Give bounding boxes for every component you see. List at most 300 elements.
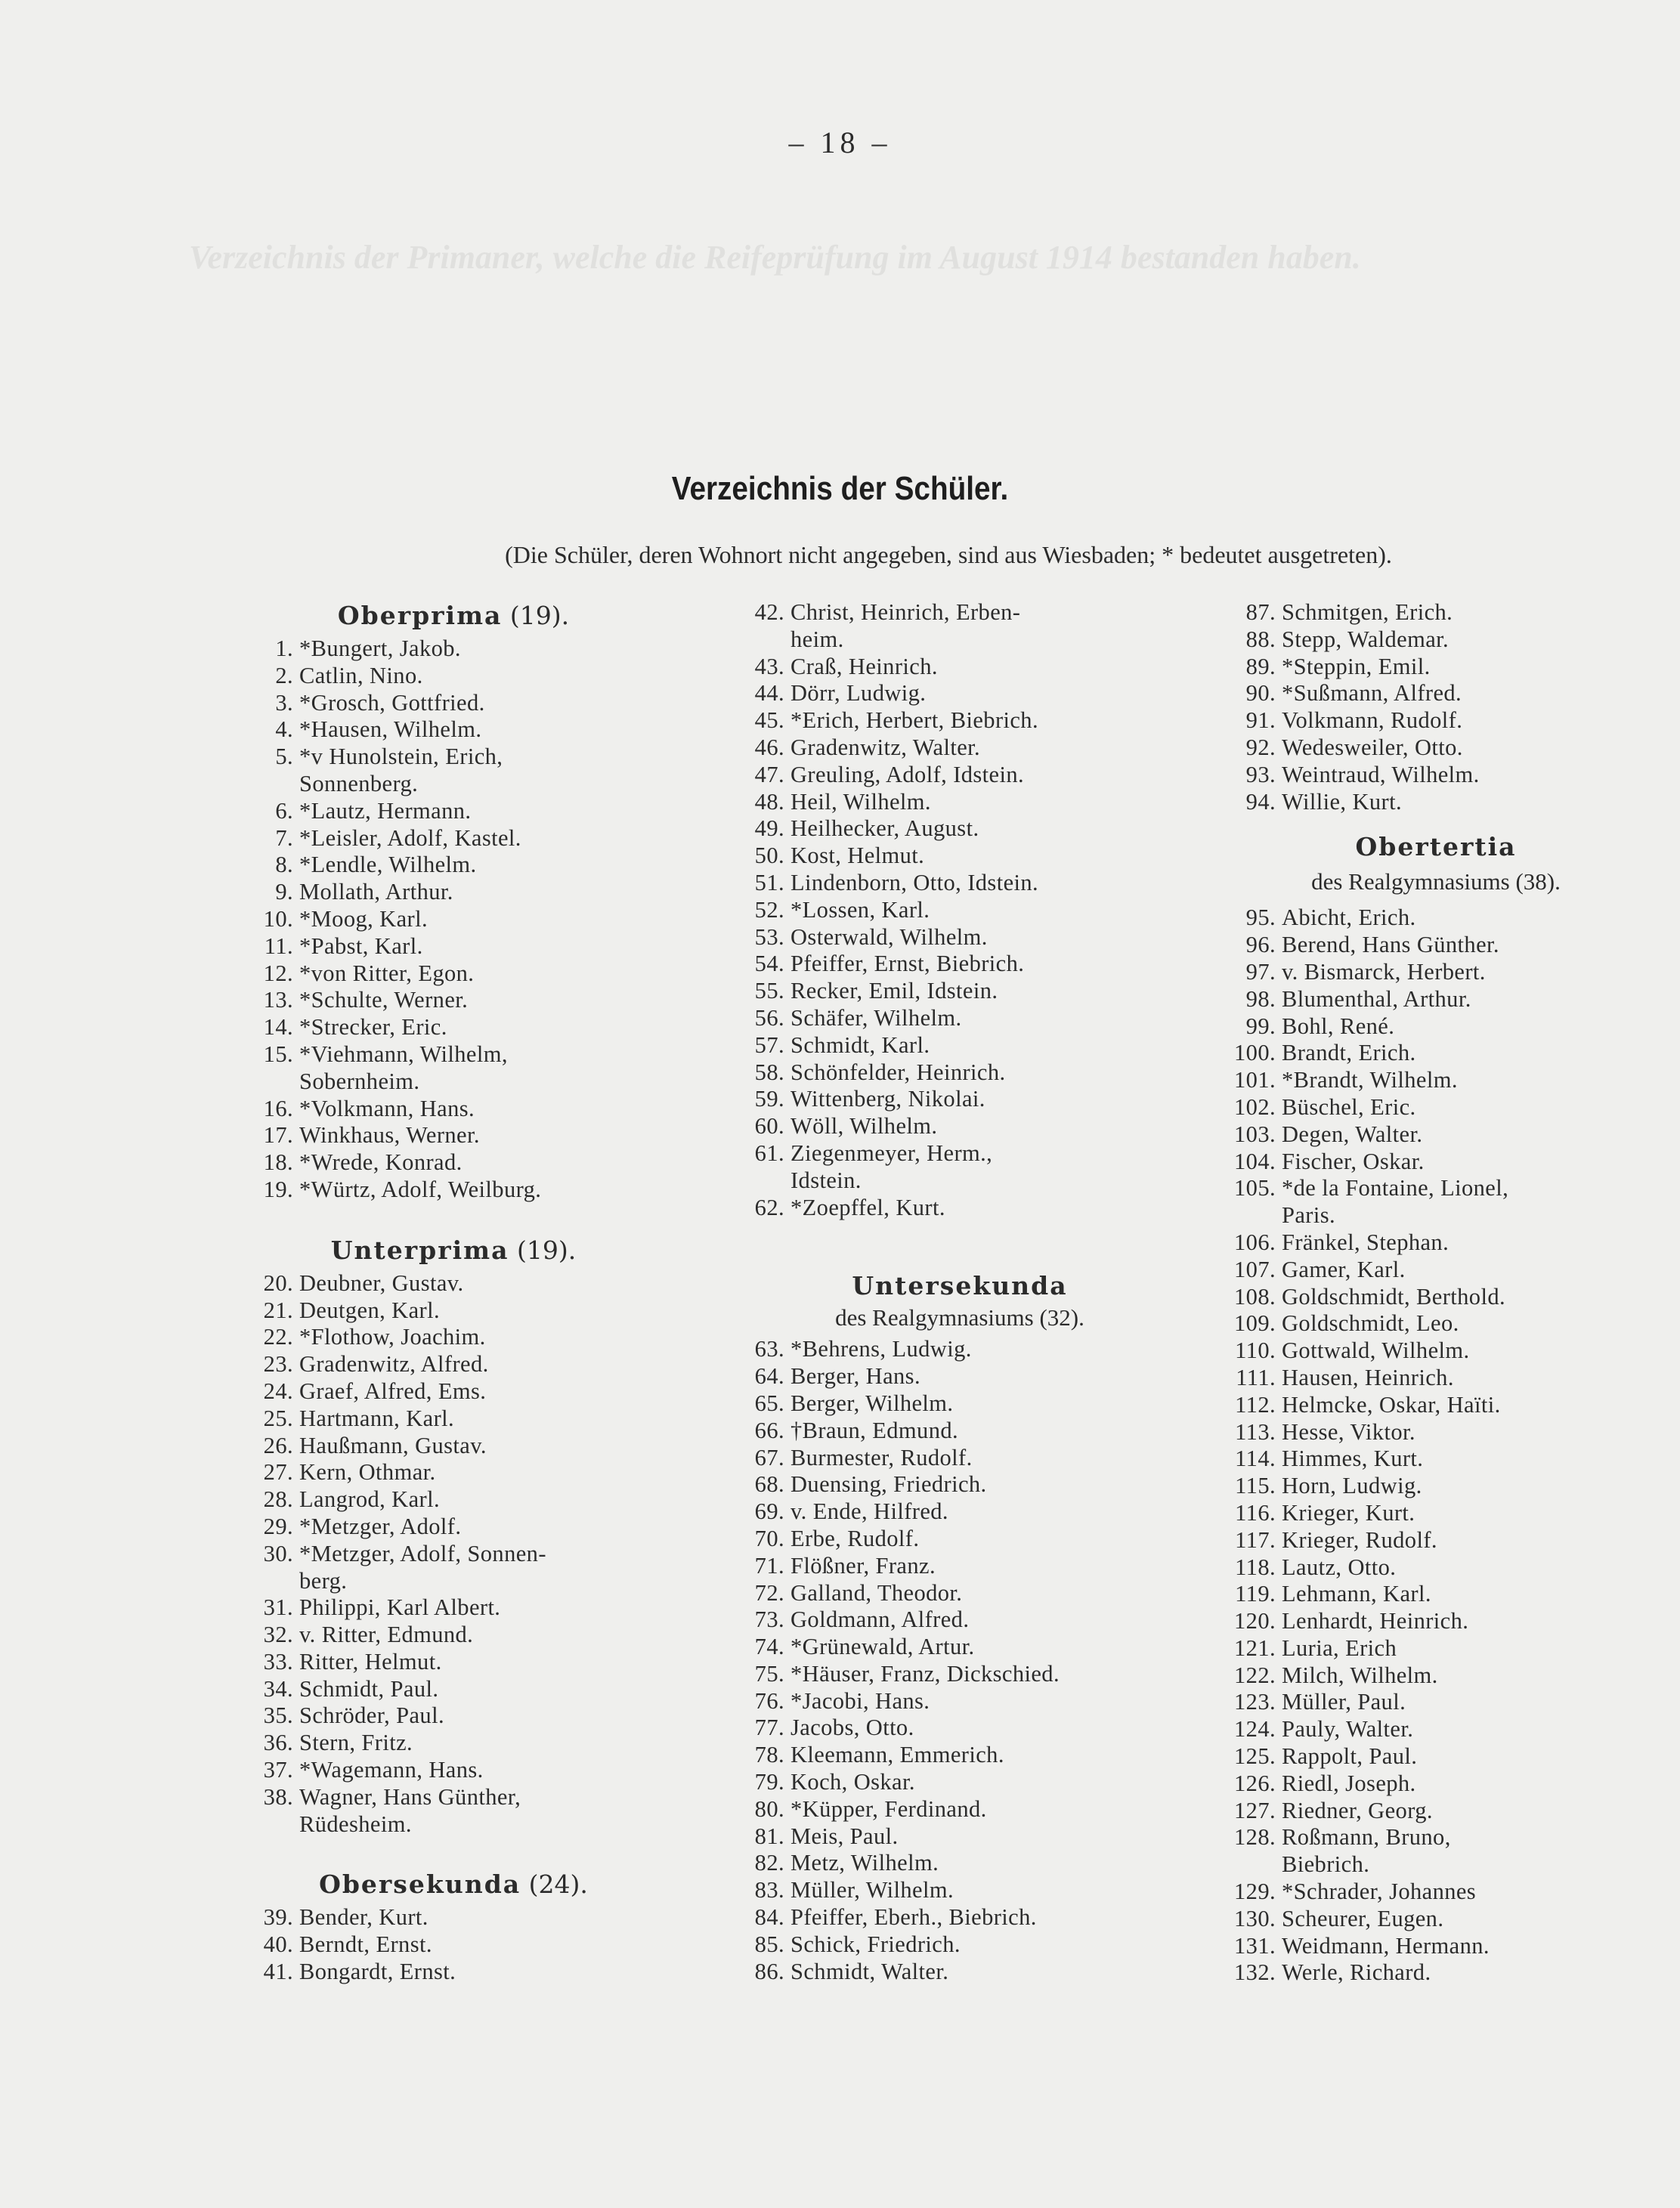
list-item: [1224, 1500, 1648, 1527]
student-name: *Bungert, Jakob.: [299, 635, 461, 661]
student-name: Wittenberg, Nikolai.: [790, 1086, 985, 1112]
student-name: Winkhaus, Werner.: [299, 1122, 480, 1149]
list-item: [242, 690, 665, 717]
student-name: Fischer, Oskar.: [1282, 1148, 1425, 1174]
entry-number: 40.: [263, 1931, 293, 1958]
list-item: [1224, 707, 1648, 734]
list-item: [1224, 1121, 1648, 1149]
entry-number: 125.: [1234, 1743, 1276, 1770]
student-name: Helmcke, Oskar, Haïti.: [1282, 1391, 1501, 1418]
student-name: Schönfelder, Heinrich.: [790, 1059, 1006, 1085]
list-item: [1224, 1175, 1648, 1202]
student-name: Langrod, Karl.: [299, 1486, 440, 1513]
student-name: Koch, Oskar.: [790, 1769, 915, 1795]
list-item: [242, 716, 665, 744]
student-name: Willie, Kurt.: [1282, 788, 1402, 815]
entry-number: 23.: [263, 1351, 293, 1378]
entry-number: 119.: [1235, 1581, 1276, 1607]
list-item: [1224, 1527, 1648, 1554]
student-name: Hesse, Viktor.: [1282, 1418, 1415, 1445]
student-name: *Lautz, Hermann.: [299, 797, 472, 824]
entry-number: 27.: [263, 1459, 293, 1486]
list-item: [242, 1514, 665, 1541]
student-name: Jacobs, Otto.: [790, 1715, 914, 1741]
student-name: *Küpper, Ferdinand.: [790, 1795, 987, 1822]
list-item: [733, 924, 1187, 951]
entry-number: 3.: [275, 689, 293, 716]
entry-number: 116.: [1235, 1499, 1276, 1526]
entry-number: [733, 1167, 784, 1195]
student-name: Roßmann, Bruno,: [1282, 1824, 1451, 1851]
column-1: [242, 599, 665, 1986]
list-item: [733, 1877, 1187, 1904]
entry-number: 67.: [754, 1444, 784, 1470]
student-name: Dörr, Ludwig.: [790, 680, 927, 707]
student-name: Catlin, Nino.: [299, 662, 423, 688]
student-name: *Grosch, Gottfried.: [299, 689, 485, 716]
entry-number: 18.: [263, 1149, 293, 1176]
entry-number: 95.: [1245, 905, 1276, 931]
student-name: Haußmann, Gustav.: [299, 1432, 487, 1458]
entry-number: 81.: [754, 1823, 784, 1849]
list-item: [1224, 1879, 1648, 1906]
list-item: [242, 663, 665, 690]
entry-number: 72.: [754, 1579, 784, 1606]
list-item: [733, 1390, 1187, 1418]
entry-number: 115.: [1235, 1473, 1276, 1499]
list-item: [242, 1757, 665, 1784]
entry-number: 83.: [754, 1877, 784, 1903]
student-name: Goldmann, Alfred.: [790, 1607, 970, 1633]
list-item: [1224, 1365, 1648, 1392]
list-item: [1224, 1040, 1648, 1067]
entry-number: 127.: [1234, 1797, 1276, 1823]
entry-number: 69.: [754, 1498, 784, 1525]
list-item: [733, 1140, 1187, 1167]
student-name: Sobernheim.: [299, 1068, 420, 1094]
student-name: *Strecker, Eric.: [299, 1014, 447, 1041]
entry-number: 16.: [263, 1095, 293, 1121]
entry-number: 70.: [754, 1525, 784, 1551]
entry-number: 66.: [754, 1417, 784, 1443]
entry-number: 57.: [754, 1031, 784, 1058]
entry-number: 25.: [263, 1405, 293, 1431]
list-item: [242, 1676, 665, 1703]
student-name: *Würtz, Adolf, Weilburg.: [299, 1176, 542, 1202]
student-name: Werle, Richard.: [1282, 1959, 1431, 1986]
list-item: [242, 1702, 665, 1730]
list-item: [1224, 1257, 1648, 1284]
list-item: [1224, 1851, 1648, 1879]
page-number: – 18 –: [788, 125, 892, 159]
student-name: *Erich, Herbert, Biebrich.: [790, 707, 1038, 734]
entry-number: 98.: [1245, 985, 1276, 1012]
entry-number: 93.: [1245, 761, 1276, 787]
entry-number: [1224, 1851, 1276, 1879]
student-list: [1224, 905, 1648, 1987]
entry-number: 129.: [1234, 1879, 1276, 1905]
student-name: Recker, Emil, Idstein.: [790, 978, 998, 1004]
bleed-through-text: Verzeichnis der Primaner, welche die Reifeprüfung im August 1914 bestanden haben.: [189, 239, 1361, 276]
student-name: v. Ritter, Edmund.: [299, 1622, 474, 1648]
student-name: *Schrader, Johannes: [1282, 1879, 1477, 1905]
student-name: Müller, Wilhelm.: [790, 1877, 954, 1903]
list-item: [1224, 789, 1648, 816]
list-item: [733, 1959, 1187, 1986]
student-name: Kleemann, Emmerich.: [790, 1742, 1004, 1768]
list-item: [242, 1149, 665, 1177]
student-name: Müller, Paul.: [1282, 1689, 1406, 1715]
section-heading-obertertia: [1224, 830, 1648, 864]
entry-number: 110.: [1235, 1337, 1276, 1364]
student-name: Gradenwitz, Walter.: [790, 734, 981, 760]
student-name: Luria, Erich: [1282, 1634, 1397, 1661]
entry-number: 75.: [754, 1660, 784, 1687]
student-name: Lindenborn, Otto, Idstein.: [790, 869, 1039, 895]
student-name: Flößner, Franz.: [790, 1552, 936, 1579]
entry-number: 21.: [263, 1297, 293, 1323]
list-item: [242, 1784, 665, 1811]
student-list: [1224, 599, 1648, 815]
entry-number: 4.: [275, 716, 293, 743]
list-item: [242, 1096, 665, 1123]
list-item: [242, 1177, 665, 1204]
list-item: [1224, 1067, 1648, 1094]
list-item: [242, 1433, 665, 1460]
student-name: *Wagemann, Hans.: [299, 1757, 484, 1783]
entry-number: 29.: [263, 1513, 293, 1539]
entry-number: 14.: [263, 1014, 293, 1041]
student-name: Galland, Theodor.: [790, 1579, 963, 1606]
list-item: [733, 1769, 1187, 1796]
entry-number: 76.: [754, 1687, 784, 1714]
student-name: *Moog, Karl.: [299, 905, 428, 932]
list-item: [733, 1931, 1187, 1959]
list-item: [242, 1486, 665, 1514]
list-item: [733, 1113, 1187, 1140]
student-name: Rappolt, Paul.: [1282, 1743, 1418, 1770]
list-item: [242, 1568, 665, 1595]
column-3: [1224, 599, 1648, 1987]
student-name: Lautz, Otto.: [1282, 1554, 1397, 1580]
list-item: [242, 825, 665, 852]
section-name: Obersekunda: [319, 1869, 521, 1900]
entry-number: 39.: [263, 1904, 293, 1931]
entry-number: 5.: [275, 744, 293, 770]
student-name: Stepp, Waldemar.: [1282, 626, 1450, 652]
entry-number: 32.: [263, 1622, 293, 1648]
list-item: [242, 1324, 665, 1351]
entry-number: 103.: [1234, 1121, 1276, 1147]
section-heading-obersekunda: [242, 1868, 665, 1901]
list-item: [733, 1742, 1187, 1769]
student-name: Idstein.: [790, 1167, 862, 1193]
list-item: [733, 1904, 1187, 1931]
student-name: Berger, Hans.: [790, 1363, 920, 1390]
entry-number: 2.: [275, 662, 293, 688]
student-name: Ziegenmeyer, Herm.,: [790, 1140, 993, 1166]
list-item: [242, 1959, 665, 1986]
student-name: Wagner, Hans Günther,: [299, 1783, 521, 1810]
student-name: †Braun, Edmund.: [790, 1417, 959, 1443]
student-name: *Häuser, Franz, Dickschied.: [790, 1660, 1060, 1687]
student-name: Kern, Othmar.: [299, 1459, 436, 1486]
entry-number: 96.: [1245, 932, 1276, 958]
entry-number: 78.: [754, 1742, 784, 1768]
student-name: Erbe, Rudolf.: [790, 1525, 920, 1551]
list-item: [733, 1580, 1187, 1607]
entry-number: 71.: [754, 1552, 784, 1579]
section-name: Unterprima: [330, 1235, 509, 1265]
list-item: [1224, 1554, 1648, 1582]
entry-number: 48.: [754, 788, 784, 815]
list-item: [1224, 1906, 1648, 1933]
student-list: [733, 599, 1187, 1221]
list-item: [733, 1195, 1187, 1222]
list-item: [733, 1796, 1187, 1823]
entry-number: 61.: [754, 1140, 784, 1166]
student-name: Schmitgen, Erich.: [1282, 599, 1453, 625]
list-item: [733, 1607, 1187, 1634]
list-item: [733, 1498, 1187, 1526]
entry-number: 8.: [275, 852, 293, 878]
entry-number: 58.: [754, 1059, 784, 1085]
student-name: Degen, Walter.: [1282, 1121, 1423, 1147]
entry-number: 92.: [1245, 734, 1276, 760]
entry-number: 111.: [1236, 1364, 1276, 1390]
entry-number: 46.: [754, 734, 784, 760]
list-item: [733, 680, 1187, 707]
student-name: v. Ende, Hilfred.: [790, 1498, 948, 1525]
list-item: [242, 960, 665, 988]
entry-number: 99.: [1245, 1013, 1276, 1039]
student-name: Berend, Hans Günther.: [1282, 932, 1499, 958]
list-item: [733, 978, 1187, 1005]
list-item: [1224, 654, 1648, 681]
student-name: Heil, Wilhelm.: [790, 788, 931, 815]
list-item: [1224, 1689, 1648, 1716]
entry-number: 80.: [754, 1795, 784, 1822]
entry-number: 17.: [263, 1122, 293, 1149]
list-item: [1224, 1933, 1648, 1960]
entry-number: 20.: [263, 1269, 293, 1296]
entry-number: 117.: [1235, 1526, 1276, 1553]
entry-number: 120.: [1234, 1608, 1276, 1634]
entry-number: 50.: [754, 843, 784, 869]
entry-number: 79.: [754, 1769, 784, 1795]
student-name: Büschel, Eric.: [1282, 1093, 1416, 1120]
list-item: [242, 852, 665, 879]
list-item: [733, 1032, 1187, 1059]
list-item: [733, 951, 1187, 978]
entry-number: [1224, 1202, 1276, 1229]
student-name: Scheurer, Eugen.: [1282, 1905, 1444, 1931]
list-item: [733, 1336, 1187, 1363]
student-name: Metz, Wilhelm.: [790, 1850, 939, 1876]
entry-number: 44.: [754, 680, 784, 707]
student-list: [242, 1904, 665, 1985]
entry-number: 24.: [263, 1378, 293, 1404]
student-name: *von Ritter, Egon.: [299, 960, 475, 986]
student-name: Deutgen, Karl.: [299, 1297, 440, 1323]
list-item: [1224, 1202, 1648, 1229]
entry-number: 35.: [263, 1702, 293, 1729]
entry-number: 51.: [754, 869, 784, 895]
student-name: *Flothow, Joachim.: [299, 1324, 486, 1350]
entry-number: 126.: [1234, 1770, 1276, 1796]
student-name: Gamer, Karl.: [1282, 1256, 1406, 1282]
entry-number: 65.: [754, 1390, 784, 1416]
list-item: [733, 789, 1187, 816]
section-heading-unterprima: [242, 1234, 665, 1267]
list-item: [1224, 1392, 1648, 1419]
entry-number: 43.: [754, 653, 784, 679]
list-item: [733, 1086, 1187, 1113]
entry-number: 97.: [1245, 958, 1276, 985]
section-count: (19).: [516, 1235, 577, 1265]
list-item: [1224, 1716, 1648, 1743]
entry-number: 7.: [275, 824, 293, 851]
student-name: Goldschmidt, Berthold.: [1282, 1283, 1505, 1310]
list-item: [1224, 1635, 1648, 1662]
entry-number: [242, 1068, 293, 1096]
student-name: Wöll, Wilhelm.: [790, 1113, 938, 1140]
entry-number: 100.: [1234, 1040, 1276, 1066]
student-name: *Sußmann, Alfred.: [1282, 680, 1462, 707]
list-item: [733, 1823, 1187, 1851]
list-item: [242, 771, 665, 798]
entry-number: [242, 1811, 293, 1838]
student-name: berg.: [299, 1567, 348, 1594]
student-name: *Metzger, Adolf, Sonnen-: [299, 1540, 546, 1566]
list-item: [1224, 1229, 1648, 1257]
list-item: [242, 1270, 665, 1297]
entry-number: 74.: [754, 1634, 784, 1660]
section-heading-untersekunda: [733, 1269, 1187, 1303]
list-item: [733, 1715, 1187, 1742]
section-count: (24).: [528, 1869, 588, 1900]
entry-number: 90.: [1245, 680, 1276, 707]
section-name: Obertertia: [1355, 832, 1517, 862]
list-item: [1224, 986, 1648, 1013]
entry-number: 31.: [263, 1594, 293, 1621]
student-name: *Leisler, Adolf, Kastel.: [299, 824, 521, 851]
list-item: [1224, 626, 1648, 654]
student-name: Lehmann, Karl.: [1282, 1581, 1431, 1607]
entry-number: 28.: [263, 1486, 293, 1513]
entry-number: 59.: [754, 1086, 784, 1112]
student-name: v. Bismarck, Herbert.: [1282, 958, 1486, 985]
entry-number: 36.: [263, 1730, 293, 1756]
entry-number: 108.: [1234, 1283, 1276, 1310]
list-item: [733, 654, 1187, 681]
list-item: [733, 815, 1187, 843]
student-name: *Metzger, Adolf.: [299, 1513, 462, 1539]
student-name: *Brandt, Wilhelm.: [1282, 1067, 1458, 1093]
entry-number: 91.: [1245, 707, 1276, 734]
list-item: [733, 897, 1187, 924]
entry-number: 94.: [1245, 788, 1276, 815]
student-name: Krieger, Kurt.: [1282, 1499, 1415, 1526]
student-name: Biebrich.: [1282, 1851, 1370, 1878]
student-name: Schmidt, Paul.: [299, 1675, 439, 1702]
entry-number: 87.: [1245, 599, 1276, 625]
entry-number: 118.: [1235, 1554, 1276, 1580]
student-name: *Volkmann, Hans.: [299, 1095, 475, 1121]
student-name: *Grünewald, Artur.: [790, 1634, 975, 1660]
list-item: [1224, 1284, 1648, 1311]
student-name: Duensing, Friedrich.: [790, 1471, 987, 1498]
entry-number: 85.: [754, 1931, 784, 1957]
list-item: [242, 798, 665, 825]
list-item: [1224, 932, 1648, 959]
entry-number: 19.: [263, 1176, 293, 1202]
entry-number: 60.: [754, 1113, 784, 1140]
student-name: *Behrens, Ludwig.: [790, 1336, 972, 1362]
list-item: [242, 1622, 665, 1649]
list-item: [733, 1553, 1187, 1580]
entry-number: 73.: [754, 1607, 784, 1633]
list-item: [1224, 762, 1648, 789]
student-name: *Hausen, Wilhelm.: [299, 716, 482, 743]
list-item: [733, 1363, 1187, 1390]
entry-number: 128.: [1234, 1824, 1276, 1851]
list-item: [1224, 734, 1648, 762]
student-name: Bender, Kurt.: [299, 1904, 429, 1931]
student-name: Mollath, Arthur.: [299, 879, 453, 905]
list-item: [242, 879, 665, 906]
entry-number: 88.: [1245, 626, 1276, 652]
student-name: *Jacobi, Hans.: [790, 1687, 930, 1714]
section-count: (19).: [509, 601, 570, 630]
list-item: [242, 1730, 665, 1757]
entry-number: 41.: [263, 1959, 293, 1985]
list-item: [1224, 599, 1648, 626]
list-item: [1224, 1959, 1648, 1987]
list-item: [1224, 1310, 1648, 1337]
student-name: Weintraud, Wilhelm.: [1282, 761, 1480, 787]
entry-number: 131.: [1234, 1932, 1276, 1959]
student-name: Abicht, Erich.: [1282, 905, 1416, 931]
list-item: [242, 1931, 665, 1959]
section-name: Untersekunda: [852, 1271, 1068, 1301]
list-item: [733, 626, 1187, 654]
student-name: Schmidt, Walter.: [790, 1958, 949, 1984]
list-item: [733, 1471, 1187, 1498]
student-name: Paris.: [1282, 1202, 1336, 1229]
list-item: [1224, 1419, 1648, 1446]
student-name: *Viehmann, Wilhelm,: [299, 1041, 508, 1067]
list-item: [733, 1005, 1187, 1032]
entry-number: 104.: [1234, 1148, 1276, 1174]
student-name: *Schulte, Werner.: [299, 987, 469, 1013]
student-name: Hausen, Heinrich.: [1282, 1364, 1454, 1390]
student-name: Milch, Wilhelm.: [1282, 1662, 1438, 1688]
entry-number: 33.: [263, 1648, 293, 1675]
student-name: Meis, Paul.: [790, 1823, 899, 1849]
student-name: Gradenwitz, Alfred.: [299, 1351, 489, 1378]
entry-number: 53.: [754, 923, 784, 950]
student-name: *Pabst, Karl.: [299, 932, 423, 959]
entry-number: 15.: [263, 1041, 293, 1067]
student-name: Himmes, Kurt.: [1282, 1446, 1424, 1472]
entry-number: 30.: [263, 1540, 293, 1566]
entry-number: 52.: [754, 896, 784, 923]
entry-number: 124.: [1234, 1716, 1276, 1743]
entry-number: 82.: [754, 1850, 784, 1876]
entry-number: [242, 771, 293, 798]
student-name: Riedl, Joseph.: [1282, 1770, 1416, 1796]
